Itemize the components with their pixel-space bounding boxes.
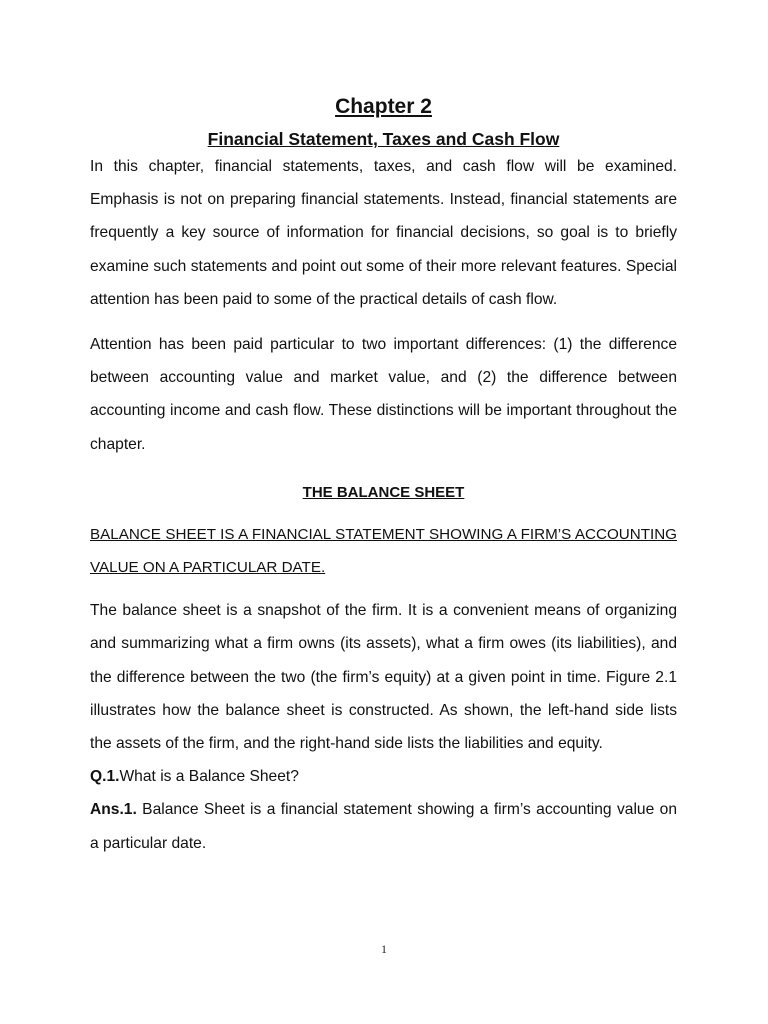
question-text: What is a Balance Sheet? xyxy=(119,768,299,786)
chapter-title: Chapter 2 xyxy=(335,95,432,118)
differences-paragraph: Attention has been paid particular to two important differences: (1) the difference between accounting value and market value, and (2) the difference between accounting income and cash flow. These distinctions will be important throughout the chapter. xyxy=(90,336,677,453)
question-label: Q.1. xyxy=(90,768,120,786)
section-heading-balance-sheet: THE BALANCE SHEET xyxy=(302,483,465,501)
page-number: 1 xyxy=(381,942,387,956)
chapter-subtitle: Financial Statement, Taxes and Cash Flow xyxy=(207,129,560,149)
balance-sheet-definition: BALANCE SHEET IS A FINANCIAL STATEMENT SHOWING A FIRM’S ACCOUNTING VALUE ON A PARTICULAR DATE. xyxy=(90,525,677,577)
question-1 xyxy=(90,760,677,793)
answer-label: Ans.1. xyxy=(90,801,137,819)
answer-1 xyxy=(90,793,677,859)
answer-text: Balance Sheet is a financial statement showing a firm’s accounting value on a particular date. xyxy=(90,801,677,852)
balance-sheet-paragraph: The balance sheet is a snapshot of the firm. It is a convenient means of organizing and summarizing what a firm owns (its assets), what a firm owes (its liabilities), and the difference between the two (the firm’s equity) at a given point in time. Figure 2.1 illustrates how the balance sheet is constructed. As shown, the left-hand side lists the assets of the firm, and the right-hand side lists the liabilities and equity. xyxy=(90,602,677,753)
document-page xyxy=(90,94,677,860)
intro-paragraph: In this chapter, financial statements, taxes, and cash flow will be examined. Emphasis is not on preparing financial statements. Instead, financial statements are frequently a key source of information for financial decisions, so goal is to briefly examine such statements and point out some of their more relevant features. Special attention has been paid to some of the practical details of cash flow. xyxy=(90,158,677,308)
